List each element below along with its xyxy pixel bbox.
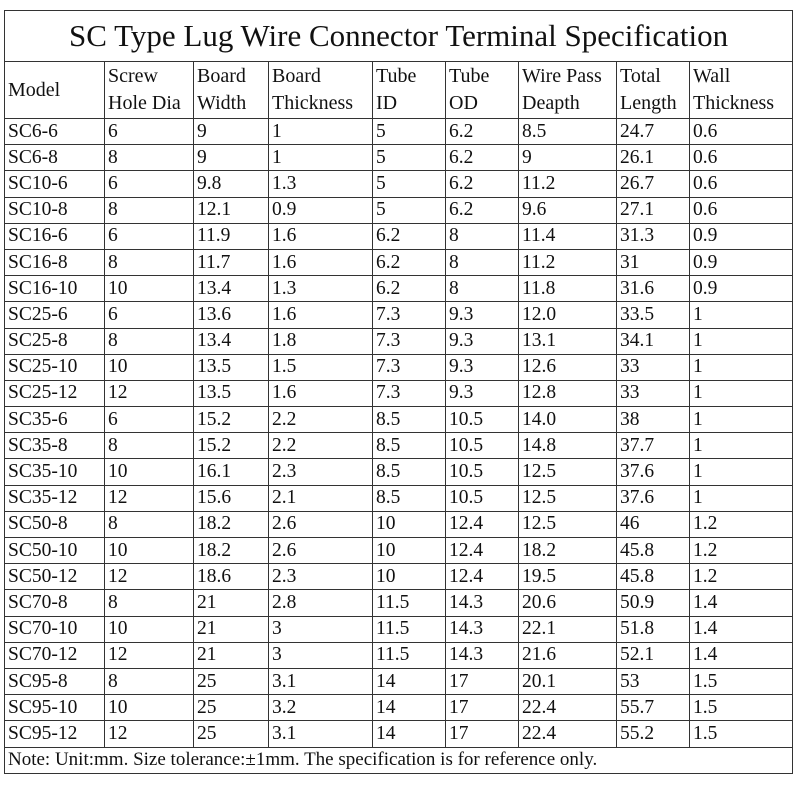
value-cell: 10 (105, 616, 194, 642)
table-row (5, 695, 793, 721)
value-cell: 10 (105, 354, 194, 380)
value-cell: 8 (105, 668, 194, 694)
value-cell: 20.6 (519, 590, 617, 616)
value-cell: 20.1 (519, 668, 617, 694)
table-row (5, 511, 793, 537)
table-row (5, 485, 793, 511)
value-cell: 10.5 (446, 433, 519, 459)
value-cell: 3.2 (269, 695, 373, 721)
table-title: SC Type Lug Wire Connector Terminal Specification (5, 11, 793, 62)
value-cell: 50.9 (617, 590, 690, 616)
column-header (446, 62, 519, 119)
header-line-1: Board (197, 65, 246, 87)
value-cell: 12.4 (446, 564, 519, 590)
value-cell: 11.8 (519, 276, 617, 302)
table-row (5, 721, 793, 747)
value-cell: 19.5 (519, 564, 617, 590)
value-cell: 11.2 (519, 171, 617, 197)
column-header (519, 62, 617, 119)
value-cell: 6 (105, 302, 194, 328)
value-cell: 17 (446, 668, 519, 694)
value-cell: 12.5 (519, 485, 617, 511)
value-cell: 26.7 (617, 171, 690, 197)
header-row (5, 62, 793, 119)
value-cell: 14.3 (446, 616, 519, 642)
value-cell: 14 (373, 668, 446, 694)
value-cell: 33 (617, 380, 690, 406)
value-cell: 3 (269, 642, 373, 668)
model-cell: SC6-8 (5, 145, 105, 171)
value-cell: 1 (690, 485, 793, 511)
table-row (5, 564, 793, 590)
value-cell: 2.2 (269, 433, 373, 459)
value-cell: 1 (690, 407, 793, 433)
model-cell: SC35-6 (5, 407, 105, 433)
header-line-2: Deapth (522, 92, 580, 114)
header-line-2: Thickness (272, 92, 354, 114)
column-header (105, 62, 194, 119)
value-cell: 1.8 (269, 328, 373, 354)
model-cell: SC10-6 (5, 171, 105, 197)
header-line-1: Wire Pass (522, 65, 602, 87)
value-cell: 3 (269, 616, 373, 642)
header-line-2: OD (449, 92, 478, 114)
table-row (5, 328, 793, 354)
table-row (5, 590, 793, 616)
model-cell: SC25-6 (5, 302, 105, 328)
value-cell: 0.9 (690, 249, 793, 275)
value-cell: 14.8 (519, 433, 617, 459)
value-cell: 17 (446, 695, 519, 721)
value-cell: 21 (194, 616, 269, 642)
table-row (5, 223, 793, 249)
value-cell: 11.7 (194, 249, 269, 275)
value-cell: 31.6 (617, 276, 690, 302)
value-cell: 2.8 (269, 590, 373, 616)
model-cell: SC25-8 (5, 328, 105, 354)
value-cell: 14 (373, 695, 446, 721)
header-line-2: Thickness (693, 92, 775, 114)
model-cell: SC35-10 (5, 459, 105, 485)
value-cell: 0.9 (690, 276, 793, 302)
value-cell: 5 (373, 119, 446, 145)
value-cell: 45.8 (617, 564, 690, 590)
value-cell: 51.8 (617, 616, 690, 642)
value-cell: 8.5 (373, 433, 446, 459)
value-cell: 13.4 (194, 328, 269, 354)
value-cell: 1.5 (690, 721, 793, 747)
value-cell: 1 (269, 145, 373, 171)
header-line-2: Length (620, 92, 677, 114)
value-cell: 13.5 (194, 354, 269, 380)
value-cell: 6 (105, 171, 194, 197)
value-cell: 1 (690, 380, 793, 406)
header-line-2: Width (197, 92, 247, 114)
value-cell: 1.5 (690, 695, 793, 721)
value-cell: 37.6 (617, 459, 690, 485)
header-line-2: ID (376, 92, 398, 114)
value-cell: 38 (617, 407, 690, 433)
value-cell: 1.2 (690, 538, 793, 564)
value-cell: 1.2 (690, 511, 793, 537)
value-cell: 1.6 (269, 249, 373, 275)
value-cell: 1.3 (269, 171, 373, 197)
value-cell: 7.3 (373, 380, 446, 406)
value-cell: 12.8 (519, 380, 617, 406)
value-cell: 8 (446, 249, 519, 275)
model-cell: SC16-8 (5, 249, 105, 275)
model-cell: SC70-10 (5, 616, 105, 642)
table-row (5, 276, 793, 302)
value-cell: 10.5 (446, 485, 519, 511)
value-cell: 9.6 (519, 197, 617, 223)
value-cell: 10.5 (446, 459, 519, 485)
value-cell: 18.2 (194, 511, 269, 537)
value-cell: 8 (446, 276, 519, 302)
value-cell: 13.1 (519, 328, 617, 354)
value-cell: 31 (617, 249, 690, 275)
model-cell: SC10-8 (5, 197, 105, 223)
value-cell: 9.3 (446, 302, 519, 328)
value-cell: 1.6 (269, 223, 373, 249)
value-cell: 12 (105, 380, 194, 406)
value-cell: 5 (373, 145, 446, 171)
value-cell: 6 (105, 223, 194, 249)
value-cell: 14.3 (446, 590, 519, 616)
model-cell: SC16-10 (5, 276, 105, 302)
value-cell: 6.2 (373, 249, 446, 275)
value-cell: 46 (617, 511, 690, 537)
value-cell: 6.2 (446, 171, 519, 197)
header-line-1: Screw (108, 65, 158, 87)
value-cell: 8 (105, 328, 194, 354)
value-cell: 12 (105, 642, 194, 668)
value-cell: 10 (105, 695, 194, 721)
value-cell: 12.5 (519, 511, 617, 537)
table-row (5, 354, 793, 380)
value-cell: 45.8 (617, 538, 690, 564)
model-cell: SC6-6 (5, 119, 105, 145)
model-cell: SC50-10 (5, 538, 105, 564)
value-cell: 15.2 (194, 407, 269, 433)
value-cell: 8.5 (373, 485, 446, 511)
value-cell: 5 (373, 197, 446, 223)
model-cell: SC16-6 (5, 223, 105, 249)
model-cell: SC25-10 (5, 354, 105, 380)
header-line-1: Tube (449, 65, 490, 87)
value-cell: 1.5 (269, 354, 373, 380)
value-cell: 1.2 (690, 564, 793, 590)
value-cell: 22.1 (519, 616, 617, 642)
header-line-2: Hole Dia (108, 92, 181, 114)
model-cell: SC70-8 (5, 590, 105, 616)
table-row (5, 433, 793, 459)
value-cell: 8 (105, 145, 194, 171)
column-header (269, 62, 373, 119)
value-cell: 1.4 (690, 590, 793, 616)
value-cell: 21 (194, 642, 269, 668)
value-cell: 0.9 (690, 223, 793, 249)
value-cell: 1 (690, 354, 793, 380)
header-line-1: Wall (693, 65, 731, 87)
value-cell: 13.4 (194, 276, 269, 302)
table-body (5, 119, 793, 748)
value-cell: 10 (105, 276, 194, 302)
model-cell: SC50-8 (5, 511, 105, 537)
value-cell: 9.3 (446, 328, 519, 354)
value-cell: 1 (690, 328, 793, 354)
value-cell: 25 (194, 668, 269, 694)
value-cell: 11.5 (373, 642, 446, 668)
value-cell: 3.1 (269, 668, 373, 694)
column-header (5, 62, 105, 119)
value-cell: 55.7 (617, 695, 690, 721)
value-cell: 16.1 (194, 459, 269, 485)
table-row (5, 302, 793, 328)
value-cell: 9 (194, 145, 269, 171)
value-cell: 6.2 (373, 276, 446, 302)
value-cell: 11.2 (519, 249, 617, 275)
value-cell: 53 (617, 668, 690, 694)
value-cell: 0.6 (690, 197, 793, 223)
table-row (5, 642, 793, 668)
value-cell: 8.5 (519, 119, 617, 145)
table-row (5, 407, 793, 433)
value-cell: 12.0 (519, 302, 617, 328)
column-header (194, 62, 269, 119)
value-cell: 9 (194, 119, 269, 145)
value-cell: 33 (617, 354, 690, 380)
value-cell: 8 (105, 590, 194, 616)
value-cell: 17 (446, 721, 519, 747)
value-cell: 21.6 (519, 642, 617, 668)
value-cell: 11.4 (519, 223, 617, 249)
value-cell: 12.6 (519, 354, 617, 380)
value-cell: 7.3 (373, 328, 446, 354)
value-cell: 26.1 (617, 145, 690, 171)
value-cell: 1.6 (269, 380, 373, 406)
value-cell: 2.6 (269, 538, 373, 564)
value-cell: 11.9 (194, 223, 269, 249)
value-cell: 0.6 (690, 171, 793, 197)
value-cell: 12 (105, 564, 194, 590)
value-cell: 10 (373, 538, 446, 564)
value-cell: 6.2 (373, 223, 446, 249)
value-cell: 3.1 (269, 721, 373, 747)
note-text: Note: Unit:mm. Size tolerance:±1mm. The specification is for reference only. (5, 747, 793, 773)
value-cell: 8.5 (373, 407, 446, 433)
value-cell: 11.5 (373, 590, 446, 616)
value-cell: 1 (269, 119, 373, 145)
table-row (5, 197, 793, 223)
value-cell: 21 (194, 590, 269, 616)
value-cell: 8 (105, 433, 194, 459)
table-row (5, 459, 793, 485)
value-cell: 14.0 (519, 407, 617, 433)
value-cell: 9 (519, 145, 617, 171)
value-cell: 37.7 (617, 433, 690, 459)
table-row (5, 538, 793, 564)
model-cell: SC35-12 (5, 485, 105, 511)
value-cell: 13.6 (194, 302, 269, 328)
value-cell: 5 (373, 171, 446, 197)
value-cell: 8 (105, 249, 194, 275)
value-cell: 14.3 (446, 642, 519, 668)
value-cell: 9.3 (446, 354, 519, 380)
value-cell: 52.1 (617, 642, 690, 668)
value-cell: 1.4 (690, 642, 793, 668)
value-cell: 1.5 (690, 668, 793, 694)
value-cell: 25 (194, 721, 269, 747)
value-cell: 34.1 (617, 328, 690, 354)
value-cell: 2.1 (269, 485, 373, 511)
value-cell: 6 (105, 407, 194, 433)
table-row (5, 380, 793, 406)
spec-sheet (4, 10, 792, 788)
value-cell: 10 (105, 459, 194, 485)
column-header (373, 62, 446, 119)
value-cell: 6.2 (446, 119, 519, 145)
value-cell: 12 (105, 721, 194, 747)
value-cell: 1 (690, 433, 793, 459)
value-cell: 22.4 (519, 721, 617, 747)
header-line-1: Total (620, 65, 661, 87)
value-cell: 12 (105, 485, 194, 511)
value-cell: 12.4 (446, 511, 519, 537)
value-cell: 6 (105, 119, 194, 145)
value-cell: 0.9 (269, 197, 373, 223)
value-cell: 10.5 (446, 407, 519, 433)
spec-table (4, 10, 793, 774)
table-row (5, 668, 793, 694)
model-cell: SC50-12 (5, 564, 105, 590)
value-cell: 10 (373, 564, 446, 590)
value-cell: 1 (690, 302, 793, 328)
value-cell: 9.8 (194, 171, 269, 197)
value-cell: 6.2 (446, 197, 519, 223)
value-cell: 8.5 (373, 459, 446, 485)
table-row (5, 249, 793, 275)
value-cell: 0.6 (690, 119, 793, 145)
value-cell: 31.3 (617, 223, 690, 249)
table-row (5, 145, 793, 171)
value-cell: 18.2 (194, 538, 269, 564)
value-cell: 1.4 (690, 616, 793, 642)
value-cell: 12.1 (194, 197, 269, 223)
value-cell: 2.3 (269, 459, 373, 485)
value-cell: 11.5 (373, 616, 446, 642)
table-row (5, 616, 793, 642)
table-row (5, 171, 793, 197)
value-cell: 1.6 (269, 302, 373, 328)
value-cell: 18.6 (194, 564, 269, 590)
value-cell: 1 (690, 459, 793, 485)
header-line-1: Tube (376, 65, 417, 87)
value-cell: 14 (373, 721, 446, 747)
value-cell: 10 (105, 538, 194, 564)
value-cell: 2.3 (269, 564, 373, 590)
value-cell: 2.2 (269, 407, 373, 433)
value-cell: 25 (194, 695, 269, 721)
value-cell: 33.5 (617, 302, 690, 328)
value-cell: 1.3 (269, 276, 373, 302)
column-header (617, 62, 690, 119)
value-cell: 7.3 (373, 354, 446, 380)
value-cell: 6.2 (446, 145, 519, 171)
header-line-1: Board (272, 65, 321, 87)
value-cell: 15.2 (194, 433, 269, 459)
value-cell: 55.2 (617, 721, 690, 747)
model-cell: SC95-8 (5, 668, 105, 694)
value-cell: 0.6 (690, 145, 793, 171)
value-cell: 13.5 (194, 380, 269, 406)
header-line-1: Model (8, 78, 61, 101)
value-cell: 18.2 (519, 538, 617, 564)
value-cell: 15.6 (194, 485, 269, 511)
value-cell: 12.4 (446, 538, 519, 564)
value-cell: 2.6 (269, 511, 373, 537)
value-cell: 22.4 (519, 695, 617, 721)
value-cell: 8 (105, 197, 194, 223)
value-cell: 12.5 (519, 459, 617, 485)
model-cell: SC25-12 (5, 380, 105, 406)
value-cell: 27.1 (617, 197, 690, 223)
value-cell: 9.3 (446, 380, 519, 406)
value-cell: 7.3 (373, 302, 446, 328)
column-header (690, 62, 793, 119)
model-cell: SC95-12 (5, 721, 105, 747)
value-cell: 10 (373, 511, 446, 537)
model-cell: SC35-8 (5, 433, 105, 459)
value-cell: 8 (446, 223, 519, 249)
value-cell: 37.6 (617, 485, 690, 511)
model-cell: SC95-10 (5, 695, 105, 721)
table-row (5, 119, 793, 145)
value-cell: 24.7 (617, 119, 690, 145)
model-cell: SC70-12 (5, 642, 105, 668)
value-cell: 8 (105, 511, 194, 537)
